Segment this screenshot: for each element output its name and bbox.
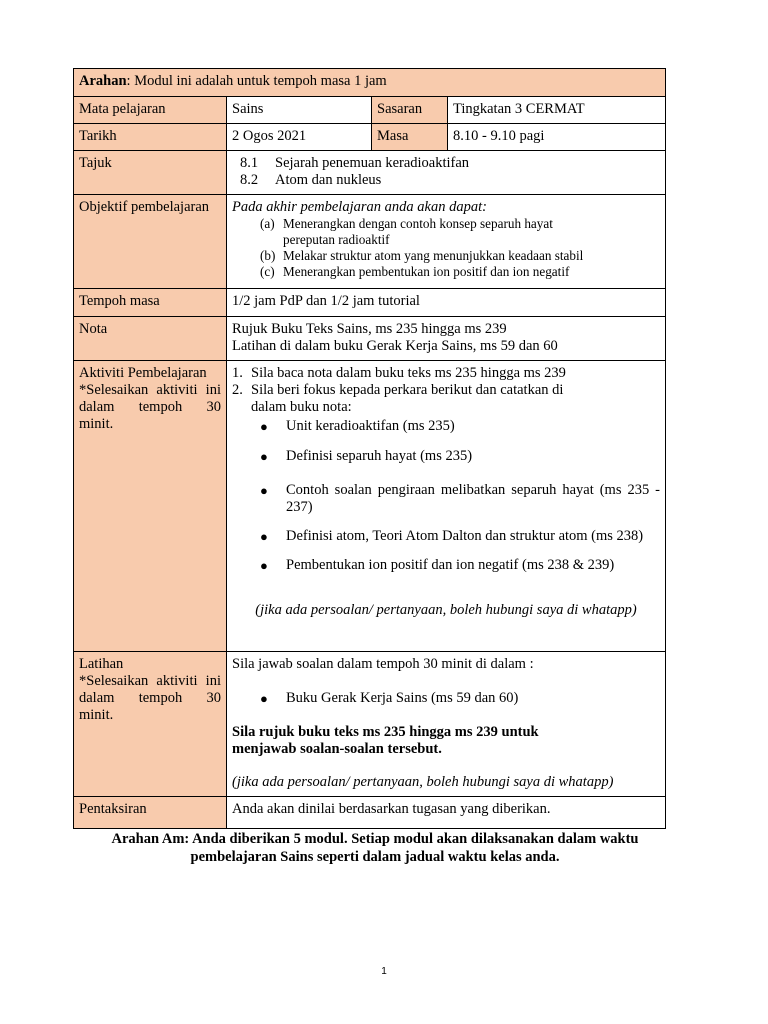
- tajuk-item: [240, 172, 660, 189]
- mata-pelajaran-value: Sains: [227, 97, 372, 124]
- general-instructions: [73, 830, 677, 866]
- aktiviti-step-num: 2.: [232, 382, 243, 398]
- mata-pelajaran-row: [74, 97, 666, 124]
- objektif-item: [260, 248, 660, 264]
- objektif-list: [232, 216, 660, 280]
- latihan-content: [227, 652, 666, 797]
- nota-content: [227, 317, 666, 361]
- header-row: [74, 69, 666, 97]
- tarikh-value: 2 Ogos 2021: [227, 124, 372, 151]
- objektif-item-text: Melakar struktur atom yang menunjukkan keadaan stabil: [283, 248, 584, 263]
- general-instructions-line: Arahan Am: Anda diberikan 5 modul. Setiap modul akan dilaksanakan dalam waktu: [111, 831, 639, 847]
- latihan-bullet-text: Buku Gerak Kerja Sains (ms 59 dan 60): [286, 690, 519, 706]
- bullet-icon: ●: [260, 449, 268, 464]
- aktiviti-content: [227, 361, 666, 652]
- masa-value: 8.10 - 9.10 pagi: [448, 124, 666, 151]
- aktiviti-label-line: *Selesaikan aktiviti ini: [79, 382, 221, 398]
- tajuk-item-num: 8.2: [240, 172, 259, 188]
- nota-label: Nota: [74, 317, 227, 361]
- aktiviti-bullet: [260, 482, 660, 516]
- objektif-item-num: (b): [260, 248, 276, 263]
- mata-pelajaran-label: Mata pelajaran: [74, 97, 227, 124]
- tajuk-item-text: Atom dan nukleus: [275, 172, 382, 188]
- objektif-item-text: Menerangkan pembentukan ion positif dan ion negatif: [283, 264, 570, 279]
- general-instructions-line: pembelajaran Sains seperti dalam jadual waktu kelas anda.: [190, 849, 560, 865]
- tajuk-content: [227, 151, 666, 195]
- aktiviti-label-line: dalam tempoh 30: [79, 399, 221, 415]
- latihan-label-line: Latihan: [79, 656, 124, 672]
- bullet-icon: ●: [260, 419, 268, 434]
- bullet-icon: ●: [260, 691, 268, 706]
- aktiviti-label: [74, 361, 227, 652]
- sasaran-label: Sasaran: [372, 97, 448, 124]
- header-text: : Modul ini adalah untuk tempoh masa 1 jam: [126, 73, 387, 89]
- tempoh-value: 1/2 jam PdP dan 1/2 jam tutorial: [227, 289, 666, 317]
- pentaksiran-row: [74, 797, 666, 829]
- latihan-row: [74, 652, 666, 797]
- tajuk-item: [240, 155, 660, 172]
- aktiviti-bullet-text: Definisi separuh hayat (ms 235): [286, 448, 473, 464]
- aktiviti-step-text-cont: dalam buku nota:: [251, 399, 352, 415]
- objektif-item-text: Menerangkan dengan contoh konsep separuh hayat: [283, 216, 553, 231]
- objektif-row: [74, 195, 666, 289]
- aktiviti-bullet-text: Contoh soalan pengiraan melibatkan separuh hayat (ms 235 - 237): [286, 482, 661, 515]
- objektif-content: [227, 195, 666, 289]
- tempoh-row: [74, 289, 666, 317]
- tajuk-item-text: Sejarah penemuan keradioaktifan: [275, 155, 470, 171]
- masa-label: Masa: [372, 124, 448, 151]
- aktiviti-bullet-text: Unit keradioaktifan (ms 235): [286, 418, 455, 434]
- aktiviti-bullet: [260, 528, 660, 545]
- tajuk-item-num: 8.1: [240, 155, 259, 171]
- tajuk-label: Tajuk: [74, 151, 227, 195]
- bullet-icon: ●: [260, 558, 268, 573]
- objektif-item-text-cont: pereputan radioaktif: [283, 232, 390, 247]
- pentaksiran-value: Anda akan dinilai berdasarkan tugasan yang diberikan.: [227, 797, 666, 829]
- objektif-item-num: (c): [260, 264, 275, 279]
- latihan-intro: Sila jawab soalan dalam tempoh 30 minit di dalam :: [232, 656, 534, 672]
- nota-row: [74, 317, 666, 361]
- objektif-intro: Pada akhir pembelajaran anda akan dapat:: [232, 199, 487, 215]
- aktiviti-step-num: 1.: [232, 365, 243, 381]
- latihan-label-line: minit.: [79, 707, 114, 723]
- tajuk-row: [74, 151, 666, 195]
- aktiviti-step: [232, 382, 660, 416]
- latihan-bold-line: menjawab soalan-soalan tersebut.: [232, 741, 442, 757]
- tempoh-label: Tempoh masa: [74, 289, 227, 317]
- page-number: 1: [381, 966, 387, 977]
- aktiviti-step-text: Sila beri fokus kepada perkara berikut dan catatkan di: [251, 382, 564, 398]
- aktiviti-label-line: minit.: [79, 416, 114, 432]
- latihan-label: [74, 652, 227, 797]
- module-table: [73, 68, 666, 829]
- aktiviti-bullet-text: Pembentukan ion positif dan ion negatif (ms 238 & 239): [286, 557, 615, 573]
- objektif-item: [260, 216, 660, 248]
- nota-line: Rujuk Buku Teks Sains, ms 235 hingga ms 239: [232, 321, 507, 337]
- latihan-label-line: dalam tempoh 30: [79, 690, 221, 706]
- latihan-bullet: [260, 690, 660, 707]
- module-sheet: [73, 68, 665, 829]
- aktiviti-bullet: [260, 448, 660, 465]
- aktiviti-step: [232, 365, 660, 382]
- header-label: Arahan: [79, 73, 127, 89]
- latihan-bold-line: Sila rujuk buku teks ms 235 hingga ms 239 untuk: [232, 724, 539, 740]
- objektif-item: [260, 264, 660, 280]
- bullet-icon: ●: [260, 483, 268, 498]
- bullet-icon: ●: [260, 529, 268, 544]
- aktiviti-bullet: [260, 557, 660, 574]
- aktiviti-row: [74, 361, 666, 652]
- sasaran-value: Tingkatan 3 CERMAT: [448, 97, 666, 124]
- latihan-note: (jika ada persoalan/ pertanyaan, boleh hubungi saya di whatapp): [232, 774, 614, 790]
- nota-line: Latihan di dalam buku Gerak Kerja Sains, ms 59 dan 60: [232, 338, 558, 354]
- aktiviti-bullet-text: Definisi atom, Teori Atom Dalton dan struktur atom (ms 238): [286, 528, 644, 544]
- latihan-label-line: *Selesaikan aktiviti ini: [79, 673, 221, 689]
- aktiviti-note: (jika ada persoalan/ pertanyaan, boleh hubungi saya di whatapp): [255, 602, 637, 618]
- aktiviti-label-line: Aktiviti Pembelajaran: [79, 365, 207, 381]
- header-cell: [74, 69, 666, 97]
- tarikh-row: [74, 124, 666, 151]
- aktiviti-step-text: Sila baca nota dalam buku teks ms 235 hingga ms 239: [251, 365, 566, 381]
- objektif-label: Objektif pembelajaran: [74, 195, 227, 289]
- tarikh-label: Tarikh: [74, 124, 227, 151]
- aktiviti-bullet: [260, 418, 660, 435]
- pentaksiran-label: Pentaksiran: [74, 797, 227, 829]
- objektif-item-num: (a): [260, 216, 275, 231]
